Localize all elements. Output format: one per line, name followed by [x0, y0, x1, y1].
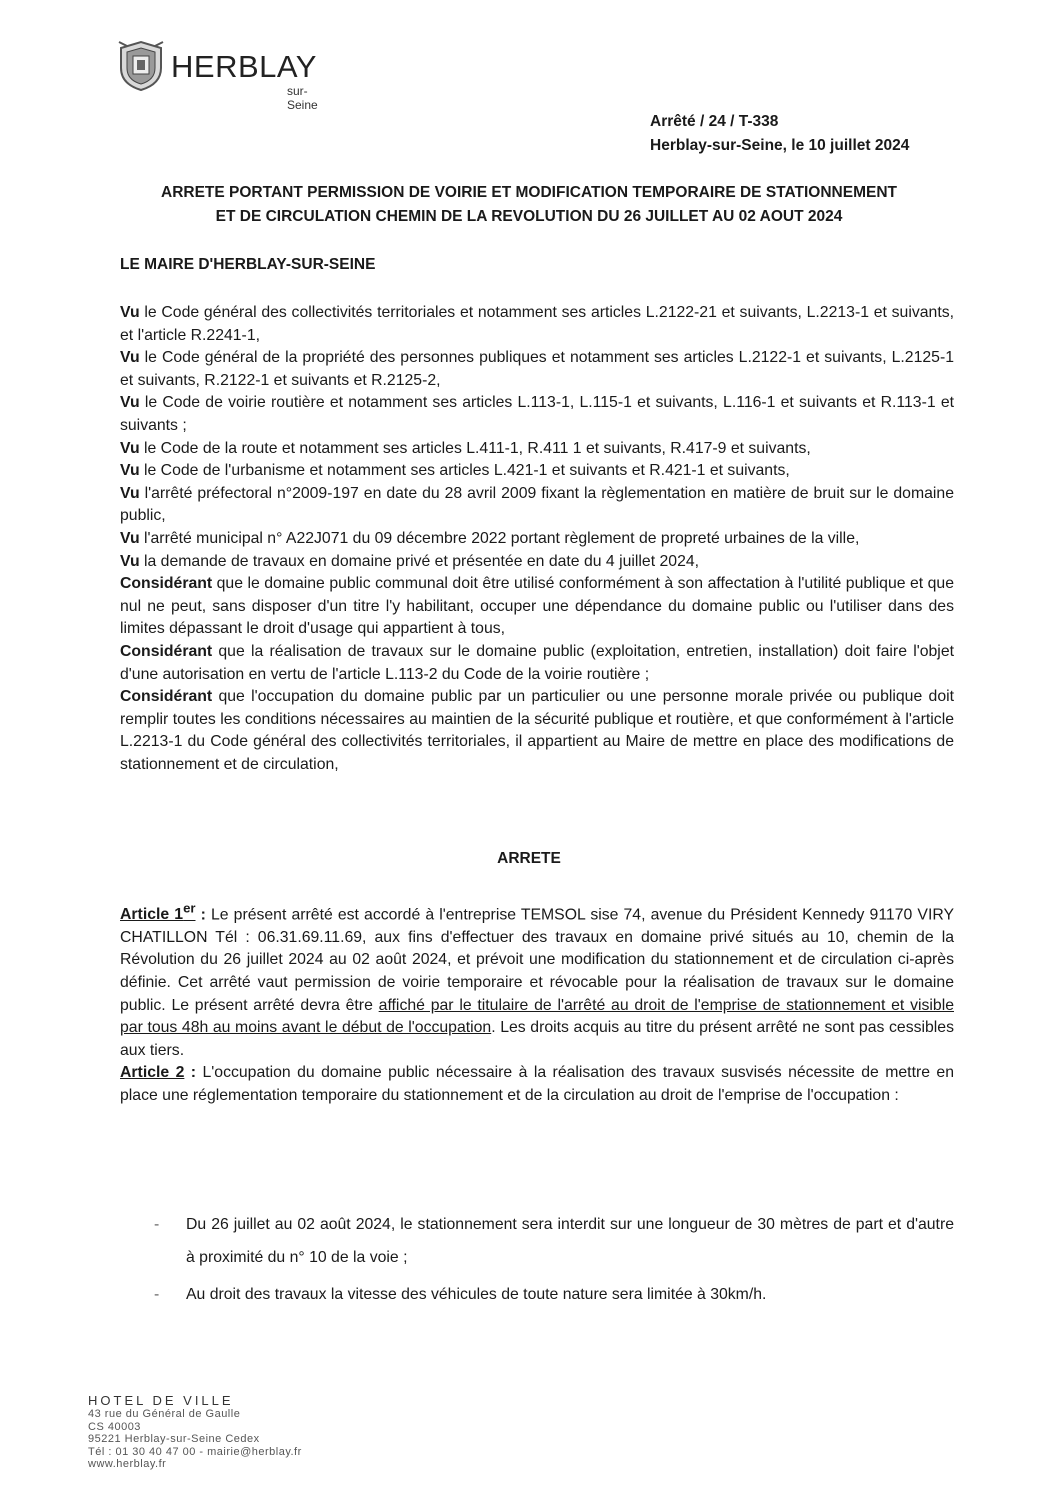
recital: [120, 641, 954, 686]
city-crest-icon: [117, 40, 165, 92]
article-1-posting-requirement: affiché par le titulaire de l'arrêté au droit de l'emprise de stationnement et visible par tous 48h au moins avant le début de l'occupation: [120, 996, 954, 1037]
logo-subtitle: sur-Seine: [287, 84, 318, 112]
decree-reference-block: [650, 110, 909, 158]
recital-text: l'arrêté préfectoral n°2009-197 en date du 28 avril 2009 fixant la règlementation en matière de bruit sur le domaine public,: [120, 484, 954, 525]
footer-address: [88, 1394, 408, 1471]
recital-lead: Considérant: [120, 575, 213, 593]
place-date: Herblay-sur-Seine, le 10 juillet 2024: [650, 137, 910, 154]
issuing-authority: LE MAIRE D'HERBLAY-SUR-SEINE: [120, 256, 376, 273]
recitals: [120, 302, 954, 776]
recital-lead: Vu: [120, 304, 140, 321]
article-2-label: Article 2: [120, 1064, 185, 1082]
recital: [120, 438, 954, 461]
recital: [120, 573, 954, 641]
recital-lead: Vu: [120, 552, 140, 570]
article-1: [120, 898, 954, 1062]
recital-lead: Vu: [120, 484, 140, 502]
document-title: [100, 181, 958, 229]
recital: [120, 483, 954, 528]
document-title-line-1: ARRETE PORTANT PERMISSION DE VOIRIE ET MODIFICATION TEMPORAIRE DE STATIONNEMENT: [161, 184, 897, 201]
recital-text: que le domaine public communal doit être utilisé conformément à son affectation à l'utilité publique et que nul ne peut, sans disposer d'un titre l'y habilitant, occuper une dépendance du domaine public ou l'utiliser dans des limites dépassant le droit d'usage qui appartient à tous,: [120, 575, 954, 638]
recital-lead: Vu: [120, 462, 140, 480]
recital-text: que l'occupation du domaine public par un particulier ou une personne morale privée ou publique doit remplir toutes les conditions nécessaires au maintien de la sécurité publique et routière, et que conformément à l'article L.2213-1 du Code général des collectivités territoriales, il appartient au Maire de mettre en place des modifications de stationnement et de circulation,: [120, 688, 954, 773]
dash-bullet: -: [154, 1216, 160, 1233]
list-item: [154, 1278, 954, 1311]
articles: [120, 898, 954, 1108]
recital-lead: Considérant: [120, 642, 213, 660]
recital-text: le Code de voirie routière et notamment ses articles L.113-1, L.115-1 et suivants, L.116-1 et suivants et R.113-1 et suivants ;: [120, 394, 954, 434]
footer-address-line-3: 95221 Herblay-sur-Seine Cedex: [88, 1433, 260, 1445]
recital-lead: Vu: [120, 439, 140, 457]
section-heading-arrete: ARRETE: [497, 850, 561, 867]
recital: [120, 551, 954, 574]
list-item: [154, 1208, 954, 1274]
dash-bullet: -: [154, 1286, 160, 1303]
article-2-text: L'occupation du domaine public nécessaire à la réalisation des travaux susvisés nécessite de mettre en place une réglementation temporaire du stationnement et de la circulation au droit de l'emprise de l'occupation :: [120, 1064, 954, 1105]
article-1-text: Le présent arrêté est accordé à l'entreprise TEMSOL sise 74, avenue du Président Kennedy 91170 VIRY CHATILLON Tél : 06.31.69.11.69, aux fins d'effectuer des travaux en domaine privé situés au 10, chemin de la Révolution du 26 juillet 2024 au 02 août 2024, et prévoit une modification du stationnement et de circulation ci-après définie. Cet arrêté vaut permission de voirie temporaire et révocable pour la réalisation de travaux sur le domaine public. Le présent arrêté devra être: [120, 906, 954, 1014]
measure-text: Au droit des travaux la vitesse des véhicules de toute nature sera limitée à 30km/h.: [186, 1286, 767, 1303]
recital: [120, 347, 954, 392]
recital: [120, 528, 954, 551]
footer-address-line-1: 43 rue du Général de Gaulle: [88, 1408, 241, 1420]
recital-lead: Vu: [120, 529, 140, 547]
measures-list: [154, 1208, 954, 1315]
recital: [120, 392, 954, 437]
recital: [120, 302, 954, 347]
logo-name: HERBLAY: [171, 49, 317, 84]
city-logo: [117, 40, 332, 112]
recital-lead: Vu: [120, 394, 140, 412]
footer-contact: Tél : 01 30 40 47 00 - mairie@herblay.fr: [88, 1445, 302, 1458]
recital-text: la demande de travaux en domaine privé et présentée en date du 4 juillet 2024,: [139, 552, 700, 570]
article-2: [120, 1062, 954, 1107]
article-1-sup: er: [183, 901, 196, 916]
document-title-line-2: ET DE CIRCULATION CHEMIN DE LA REVOLUTION DU 26 JUILLET AU 02 AOUT 2024: [215, 208, 843, 225]
measure-text: Du 26 juillet au 02 août 2024, le stationnement sera interdit sur une longueur de 30 mètres de part et d'autre à proximité du n° 10 de la voie ;: [186, 1216, 954, 1266]
recital: [120, 460, 954, 483]
article-1-label: Article 1er: [120, 901, 196, 924]
recital-text: l'arrêté municipal n° A22J071 du 09 décembre 2022 portant règlement de propreté urbaines de la ville,: [139, 529, 860, 547]
article-1-separator: :: [195, 906, 206, 924]
recital-text: le Code de la route et notamment ses articles L.411-1, R.411 1 et suivants, R.417-9 et suivants,: [139, 439, 811, 457]
footer-heading: HOTEL DE VILLE: [88, 1393, 234, 1408]
recital-text: le Code de l'urbanisme et notamment ses articles L.421-1 et suivants et R.421-1 et suivants,: [139, 462, 790, 480]
recital-text: le Code général des collectivités territoriales et notamment ses articles L.2122-21 et suivants, L.2213-1 et suivants, et l'article R.2241-1,: [120, 304, 954, 344]
footer-address-line-2: CS 40003: [88, 1420, 141, 1433]
decree-reference: Arrêté / 24 / T-338: [650, 113, 779, 130]
recital-lead: Considérant: [120, 688, 213, 706]
recital-text: le Code général de la propriété des personnes publiques et notamment ses articles L.2122-1 et suivants, L.2125-1 et suivants, R.2122-1 et suivants et R.2125-2,: [120, 349, 954, 389]
footer-website: www.herblay.fr: [88, 1458, 167, 1470]
recital-lead: Vu: [120, 349, 140, 367]
recital: [120, 686, 954, 776]
recital-text: que la réalisation de travaux sur le domaine public (exploitation, entretien, installation) doit faire l'objet d'une autorisation en vertu de l'article L.113-2 du Code de la voirie routière ;: [120, 642, 954, 683]
article-2-separator: :: [184, 1064, 197, 1082]
article-1-text-end: . Les droits acquis au titre du présent arrêté ne sont pas cessibles aux tiers.: [120, 1019, 954, 1059]
